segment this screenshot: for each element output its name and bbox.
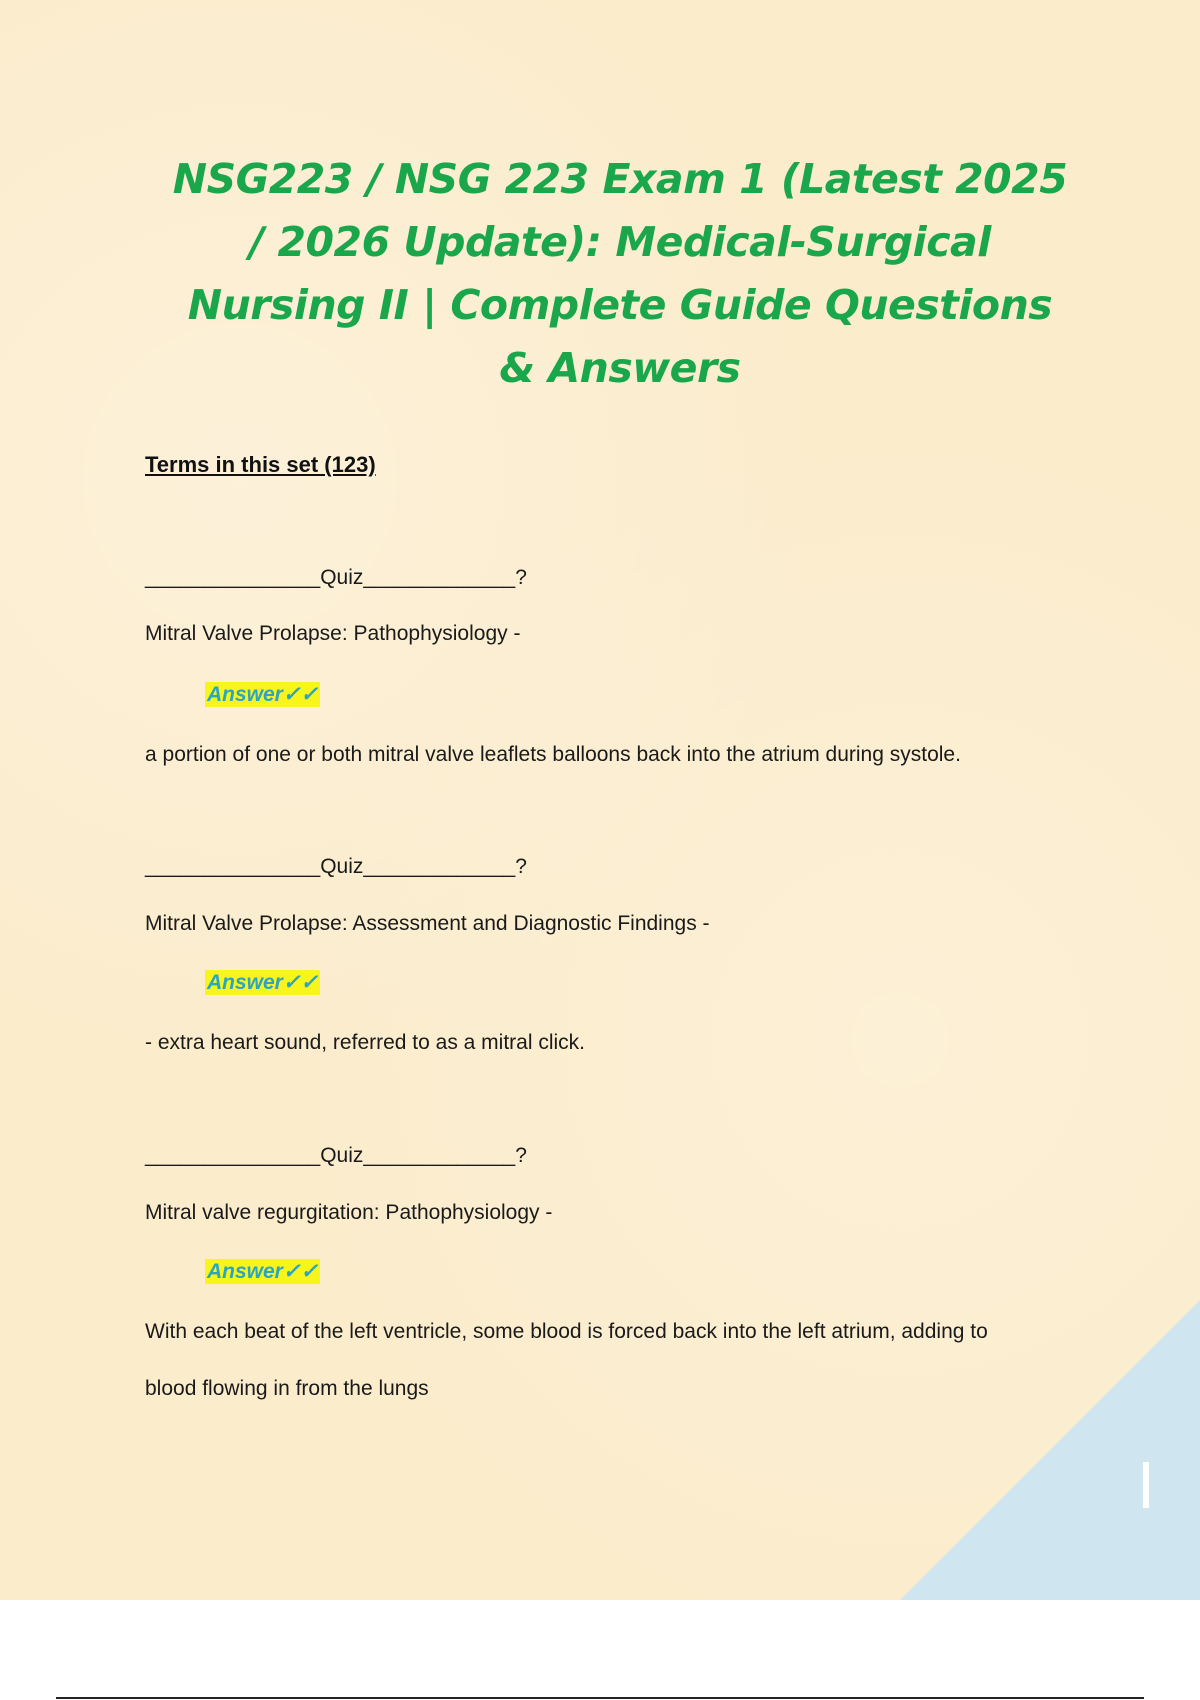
title-line-1: NSG223 / NSG 223 Exam 1 (Latest 2025 bbox=[172, 155, 1068, 203]
quiz-line: _______________Quiz_____________? bbox=[145, 566, 527, 589]
answer-text: - extra heart sound, referred to as a mitral click. bbox=[145, 1031, 586, 1054]
quiz-line: _______________Quiz_____________? bbox=[145, 1144, 527, 1167]
title-line-4: & Answers bbox=[499, 344, 741, 392]
corner-mark bbox=[1143, 1462, 1149, 1508]
answer-label: Answer✓✓ bbox=[207, 1260, 319, 1283]
quiz-line: _______________Quiz_____________? bbox=[145, 855, 527, 878]
title-line-3: Nursing II | Complete Guide Questions bbox=[187, 281, 1053, 329]
question-text: Mitral Valve Prolapse: Pathophysiology - bbox=[145, 622, 521, 645]
terms-heading: Terms in this set (123) bbox=[145, 452, 376, 477]
question-text: Mitral Valve Prolapse: Assessment and Diagnostic Findings - bbox=[145, 912, 710, 935]
answer-text: With each beat of the left ventricle, some blood is forced back into the left atrium, adding to bbox=[145, 1320, 988, 1343]
answer-text-continued: blood flowing in from the lungs bbox=[145, 1377, 429, 1400]
title-line-2: / 2026 Update): Medical-Surgical bbox=[249, 218, 991, 266]
answer-text: a portion of one or both mitral valve leaflets balloons back into the atrium during systole. bbox=[145, 743, 961, 766]
question-text: Mitral valve regurgitation: Pathophysiology - bbox=[145, 1201, 553, 1224]
footer-rule bbox=[56, 1697, 1144, 1699]
answer-label: Answer✓✓ bbox=[207, 971, 319, 994]
document-title bbox=[130, 148, 1110, 400]
answer-label: Answer✓✓ bbox=[207, 683, 319, 706]
page-corner-decoration bbox=[900, 1300, 1200, 1600]
